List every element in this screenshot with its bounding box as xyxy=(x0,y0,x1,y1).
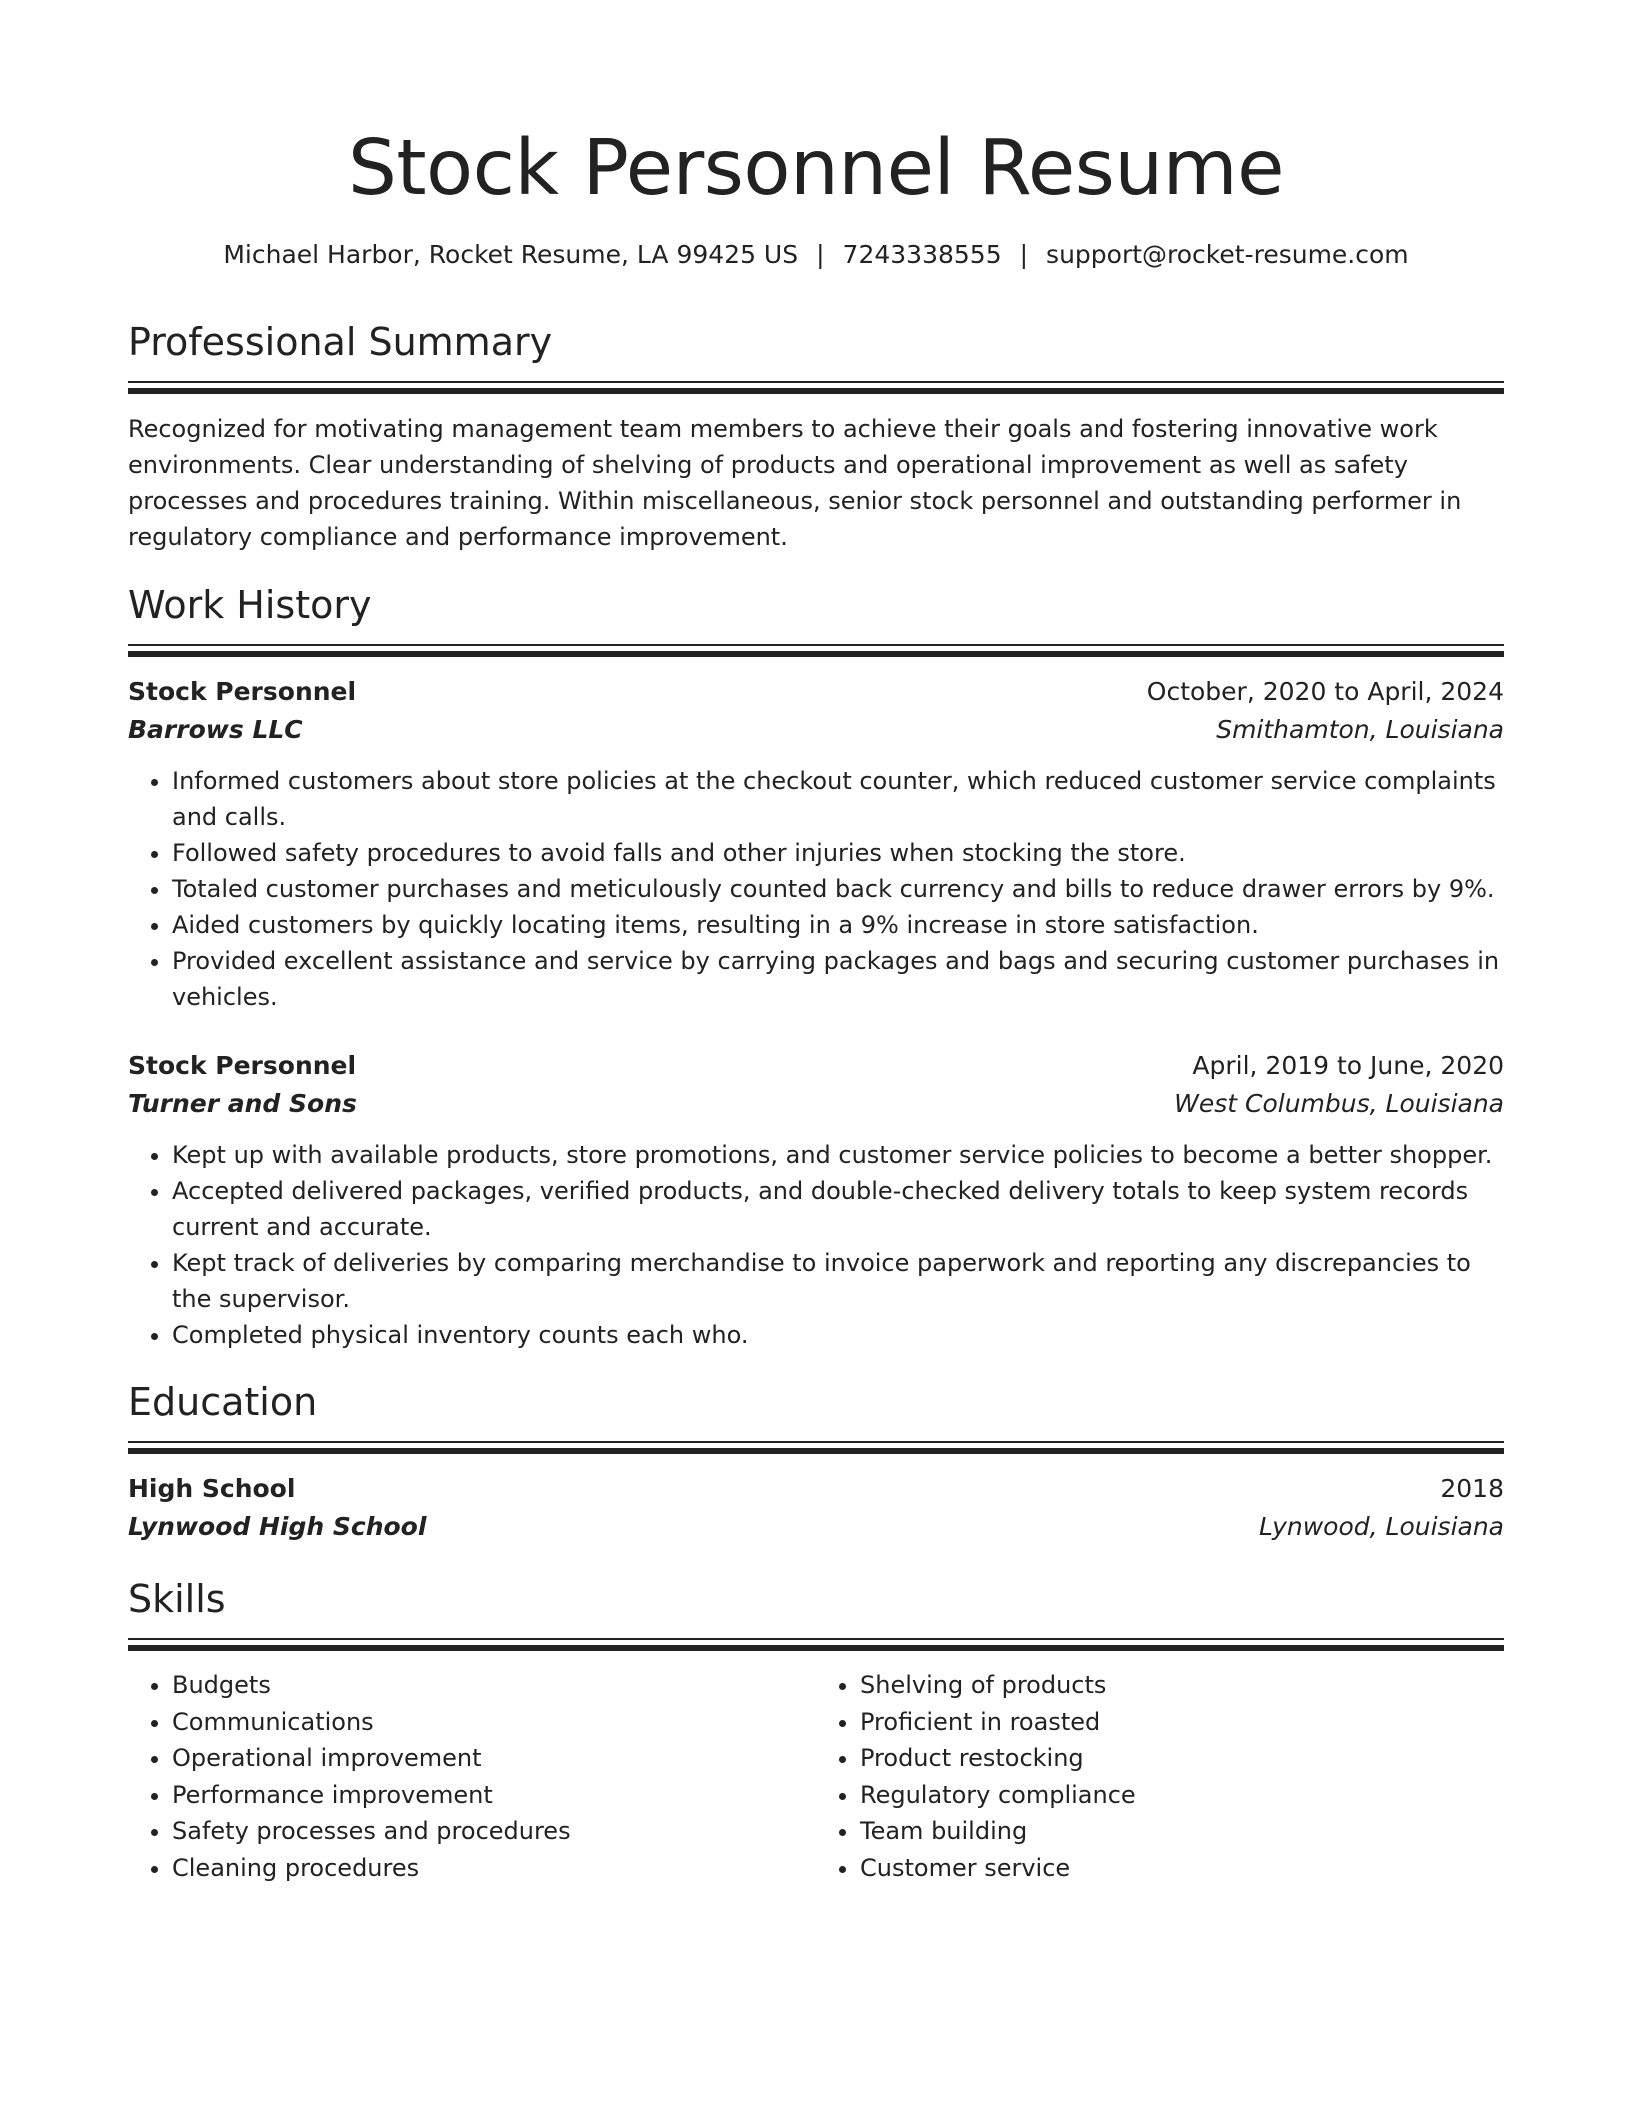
education-entry xyxy=(128,1470,1504,1546)
section-divider xyxy=(128,1638,1504,1651)
job-entry xyxy=(128,673,1504,1015)
skills-grid xyxy=(128,1667,1504,1886)
job-bullets xyxy=(128,763,1504,1015)
section-divider xyxy=(128,1441,1504,1454)
skill-item: • Budgets xyxy=(172,1667,816,1704)
contact-separator: | xyxy=(816,240,825,269)
education-year: 2018 xyxy=(1440,1474,1504,1503)
job-location: Smithamton, Louisiana xyxy=(1216,715,1504,744)
skills-column-right xyxy=(816,1667,1504,1886)
section-heading-education: Education xyxy=(128,1380,318,1424)
skill-item: • Operational improvement xyxy=(172,1740,816,1777)
education-header-row xyxy=(128,1470,1504,1508)
education-degree: High School xyxy=(128,1474,296,1503)
contact-line xyxy=(128,238,1504,272)
work-history-section xyxy=(128,580,1504,1353)
job-bullet: • Provided excellent assistance and service by carrying packages and bags and securing customer purchases in vehicles. xyxy=(172,943,1504,1015)
job-bullet: • Followed safety procedures to avoid falls and other injuries when stocking the store. xyxy=(172,835,1504,871)
job-header-row xyxy=(128,1047,1504,1085)
job-bullet: • Kept track of deliveries by comparing merchandise to invoice paperwork and reporting any discrepancies to the supervisor. xyxy=(172,1245,1504,1317)
skill-item: • Team building xyxy=(860,1813,1504,1850)
resume-title: Stock Personnel Resume xyxy=(347,124,1285,213)
job-bullet: • Aided customers by quickly locating items, resulting in a 9% increase in store satisfaction. xyxy=(172,907,1504,943)
skills-list xyxy=(816,1667,1504,1886)
section-heading-work-history: Work History xyxy=(128,583,372,627)
job-subheader-row xyxy=(128,1085,1504,1123)
skill-item: • Safety processes and procedures xyxy=(172,1813,816,1850)
job-title: Stock Personnel xyxy=(128,1051,357,1080)
skill-item: • Product restocking xyxy=(860,1740,1504,1777)
skills-column-left xyxy=(128,1667,816,1886)
section-heading-summary: Professional Summary xyxy=(128,320,553,364)
job-location: West Columbus, Louisiana xyxy=(1174,1089,1504,1118)
skill-item: • Shelving of products xyxy=(860,1667,1504,1704)
education-subheader-row xyxy=(128,1508,1504,1546)
education-section xyxy=(128,1377,1504,1546)
section-heading-skills: Skills xyxy=(128,1577,226,1621)
skill-item: • Customer service xyxy=(860,1850,1504,1887)
job-dates: October, 2020 to April, 2024 xyxy=(1146,677,1504,706)
summary-section xyxy=(128,317,1504,555)
job-bullet: • Kept up with available products, store promotions, and customer service policies to become a better shopper. xyxy=(172,1137,1504,1173)
section-divider xyxy=(128,381,1504,394)
job-bullets xyxy=(128,1137,1504,1353)
skill-item: • Performance improvement xyxy=(172,1777,816,1814)
education-school: Lynwood High School xyxy=(128,1512,427,1541)
job-bullet: • Totaled customer purchases and meticulously counted back currency and bills to reduce drawer errors by 9%. xyxy=(172,871,1504,907)
job-header-row xyxy=(128,673,1504,711)
skills-section xyxy=(128,1574,1504,1886)
job-company: Turner and Sons xyxy=(128,1089,357,1118)
job-company: Barrows LLC xyxy=(128,715,303,744)
job-entry xyxy=(128,1047,1504,1353)
education-location: Lynwood, Louisiana xyxy=(1259,1512,1504,1541)
job-bullet: • Informed customers about store policies at the checkout counter, which reduced customer service complaints and calls. xyxy=(172,763,1504,835)
skill-item: • Cleaning procedures xyxy=(172,1850,816,1887)
contact-separator: | xyxy=(1019,240,1029,269)
job-bullet: • Accepted delivered packages, verified products, and double-checked delivery totals to keep system records current and accurate. xyxy=(172,1173,1504,1245)
skill-item: • Regulatory compliance xyxy=(860,1777,1504,1814)
job-subheader-row xyxy=(128,711,1504,749)
skill-item: • Communications xyxy=(172,1704,816,1741)
section-divider xyxy=(128,644,1504,657)
job-dates: April, 2019 to June, 2020 xyxy=(1192,1051,1504,1080)
job-bullet: • Completed physical inventory counts each who. xyxy=(172,1317,1504,1353)
job-title: Stock Personnel xyxy=(128,677,357,706)
contact-phone: 7243338555 xyxy=(842,240,1002,269)
contact-email: support@rocket-resume.com xyxy=(1046,240,1409,269)
skills-list xyxy=(128,1667,816,1886)
summary-text: Recognized for motivating management team members to achieve their goals and fostering innovative work environments. Clear understanding of shelving of products and operational improvement as well as safety processes and procedures training. Within miscellaneous, senior stock personnel and outstanding performer in regulatory compliance and performance improvement. xyxy=(128,415,1462,551)
skill-item: • Proficient in roasted xyxy=(860,1704,1504,1741)
contact-address: Michael Harbor, Rocket Resume, LA 99425 US xyxy=(223,240,799,269)
